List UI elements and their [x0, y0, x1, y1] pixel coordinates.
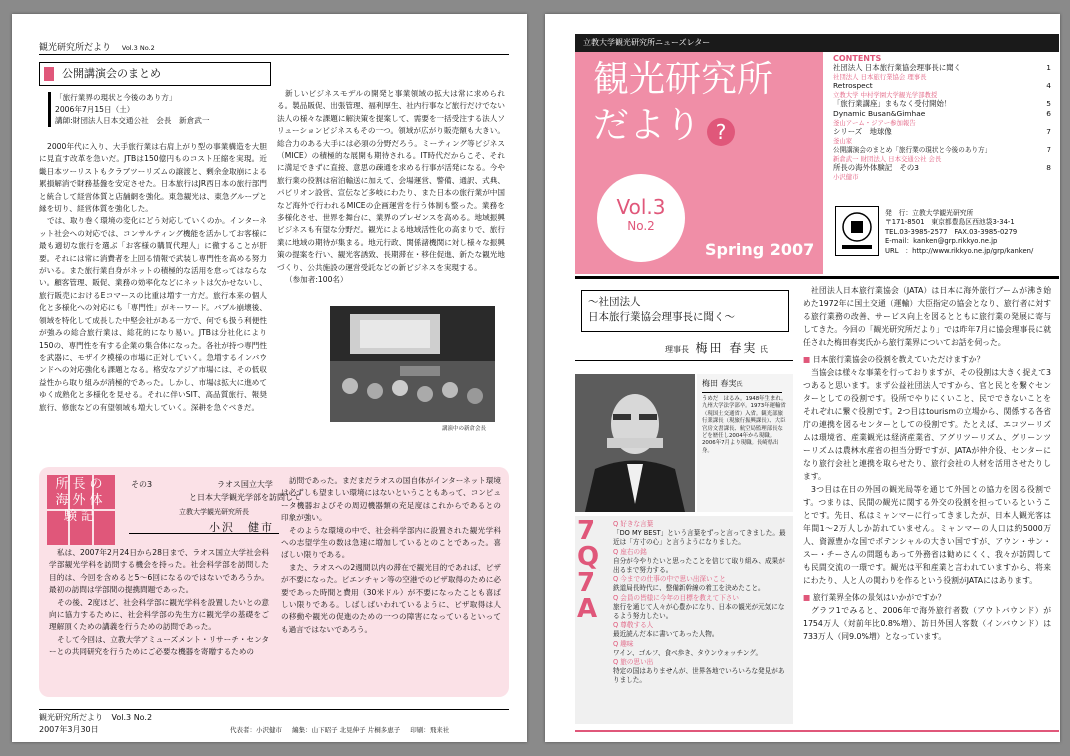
- season: Spring 2007: [705, 240, 815, 259]
- publisher-url[interactable]: URL ：http://www.rikkyo.ne.jp/grp/kanken/: [885, 246, 1034, 255]
- interview-rule: [575, 360, 793, 361]
- section-heading-lecture: [39, 62, 271, 86]
- qa-answer: 自分が今やりたいと思ったことを信じて取り組み、成果が出るまで努力する。: [613, 556, 785, 575]
- feature-column-2: [281, 475, 501, 693]
- contents-page: 5: [1046, 99, 1051, 108]
- publisher-address: 〒171-8501 東京都豊島区西池袋3-34-1: [885, 218, 1015, 227]
- qa-answer: 最近読んだ本に書いてあった人物。: [613, 630, 719, 639]
- interviewee-suffix: 氏: [759, 345, 768, 354]
- contents-title: Dynamic Busan&Gimhae: [833, 109, 926, 118]
- contents-page: 6: [1046, 109, 1051, 118]
- footer-date: 2007年3月30日: [39, 725, 99, 734]
- qa-answer: 鉄道局長時代に、整備新幹線の着工を決めたこと。: [613, 584, 765, 593]
- footer-credits: [230, 725, 449, 734]
- interview-answer: グラフ1でみると、2006年で海外旅行者数（アウトバウンド）が1754万人（対前年比0.8%増）、訪日外国人客数（インバウンド）は733万人（同9.0%増）となっています。: [803, 606, 1051, 641]
- qa-item: [613, 658, 789, 686]
- portrait-illustration: [575, 374, 695, 512]
- publisher-info: [885, 209, 1033, 256]
- contents-page: 1: [1046, 63, 1051, 72]
- qa-item: [613, 520, 789, 548]
- feature-number: その3: [131, 480, 153, 489]
- seal-svg: [836, 207, 878, 255]
- contents-page: 4: [1046, 81, 1051, 90]
- feature-university: ラオス国立大学: [217, 480, 273, 489]
- lecture-speaker: 講師:財団法人日本交通公社 会長 新倉武一: [55, 116, 210, 125]
- contents-subtitle: 釜山家: [833, 137, 853, 145]
- paragraph: では、取り巻く環境の変化にどう対応していくのか。インターネット社会への対応では、コンサルティング機能を活かしてお客様に最も適切な旅行を選ぶ「お客様の購買代理人」に徹することが肝要。それには常に消費者を上回る情報で武装し専門性を高める努力がいる。また旅行業自身がネットの積極的な活用を怠ってはならない。顧客管理、販促、業務の効率化などにネットは欠かせないし、旅行販売におけるEコマースの比重は増す一方だ。旅行本来の個人化と多様化への対応にも「専門性」がキーワード。バブル崩壊後、領域を特化して成長した中堅会社がある一方で、何でも扱う利便性が強みの総合旅行業は、総花的になり易い。JTBは分社化により150の、専門性を有する企業の集合体になった。各社が持つ専門性を武器に、モザイク模様の市場に正対していく。急増するインバウンドへの対応強化も課題となる。格安なアジア市場には、その低収益性から取り組みが消極的であった。しかし、市場は拡大に進めてゆく成熟化と多様化を見せる。それに伴いSIT、高品質旅行、報奨旅行、修旅などの有望領域も増大していく。深耕を急ぐべきだ。: [39, 216, 267, 412]
- profile-box: [697, 374, 793, 512]
- contents-title: 社団法人 日本旅行業協会理事長に聞く: [833, 63, 961, 72]
- contents-title: シリーズ 地球像: [833, 127, 892, 136]
- contents-subtitle: 社団法人 日本旅行業協会 理事長: [833, 73, 927, 81]
- masthead-question-icon: ?: [707, 118, 735, 146]
- profile-bio: うめだ はるみ。1948年生まれ。九州大学法学部卒。1973年運輸省（現国土交通省）入省。観光部旅行業課長（現旅行振興課長）、大臣官房文書課長、航空局監理部長などを歴任し2004年から現職。2006年7月より現職。長崎県出身。: [702, 396, 787, 454]
- feature-author-org: 立教大学観光研究所長: [179, 508, 249, 516]
- contents-label: CONTENTS: [833, 54, 882, 63]
- qa-label: 7Q7A: [577, 516, 600, 624]
- interviewee-name: 梅田 春実: [695, 341, 758, 355]
- qa-question: Q 会員の皆様に今年の目標を教えて下さい: [613, 593, 739, 602]
- qa-item: [613, 575, 789, 593]
- paragraph: その後、2度ほど、社会科学部に観光学科を設置したいとの意向に協力するために、社会科学部の先生方に観光学の基礎をご理解頂くための講義を行うための訪問であった。: [49, 597, 269, 632]
- paragraph: 新しいビジネスモデルの開発と事業領域の拡大は常に求められる。製品販促、出張管理、福利厚生、社内行事など旅行だけでない法人の様々な課題に解決策を提案して、需要を一括受注する法人ソリューションビジネスもその一つ。領域が広がり販売額も大きい。総合力のある大手には必須の分野だろう。ミーティング等ビジネス（MICE）の積極的な展開も期待される。IT時代だからこそ、それに満足できずに直接、意思の疎通を求める行事が活発になる。今や旅行業の役割は宿泊輸送に加えて、会場運営、警備、通訳、式典、パビリオン設営、宣伝など多岐にわたり、また日本の旅行業が中国など海外で行われるMICEの企画運営を行う体制も整った。業務を多様化させ、世界を舞台に、業界のプレゼンスを高める。地域振興ビジネスも有望な分野だ。観光による地域活性化の高まりで、旅行業に地域の期待が集まる。地元行政、関係諸機関に対し様々な振興策の提案を行い、観光客誘致、長期滞在・移住促進、新たな観光地づくり、公共施設の運営受託などの新ビジネスを実現する。: [277, 89, 505, 272]
- paragraph: 2000年代に入り、大手旅行業は右肩上がり型の事業構造を大胆に見直す改革を急いだ。JTBは150億円ものコスト圧縮を実現。近畿日本ツーリストもクラブツーリズムの譲渡と、剰余金取崩による累損解消で財務基盤を安定させた。日本旅行はJR西日本の旅行部門と統合して経営体質と店舗網を強化。東急観光は、東急グループと縁を切り、経営体質を強化した。: [39, 142, 267, 214]
- question-text: 旅行業界全体の景気はいかがですか？: [812, 593, 946, 602]
- feature-title: と日本大学観光学部を訪問して: [189, 493, 301, 502]
- contents-item[interactable]: [833, 127, 1051, 145]
- contents-title: 所長の海外体験記 その3: [833, 163, 920, 172]
- university-seal-icon: [835, 206, 879, 256]
- feature-side-title: [47, 475, 115, 545]
- paragraph: また、ラオスへの2週間以内の滞在で観光目的であれば、ビザが不要になった。ビエンチャン等の空港でのビザ取得のために必要であった時間と費用（30米ドル）が不要になったことも喜ばしい限りである。しばしばいわれているように、ビザ取得は人の移動や観光の促進のための一つの障害になっているといっても過言ではないであろう。: [281, 562, 501, 634]
- contents-panel: [833, 54, 1051, 204]
- qa-question: Q 好きな言葉: [613, 520, 654, 528]
- feature-author-name: 小沢 健市: [209, 521, 274, 534]
- photo-caption: 講演中の新倉会長: [442, 426, 487, 432]
- qa-item: [613, 621, 789, 639]
- qa-answer: ワイン、ゴルフ、食べ歩き、タウンウォッチング。: [613, 648, 763, 657]
- interview-question: ■ 日本旅行業協会の役割を教えていただけますか？: [803, 355, 985, 364]
- qa-answer: 旅行を通じて人々が心豊かになり、日本の観光が元気になるよう努力したい。: [613, 602, 785, 621]
- interview-body: [803, 284, 1051, 720]
- contents-subtitle: 小沢健市: [833, 173, 859, 181]
- contents-subtitle: 新倉武一 財団法人 日本交通公社 会長: [833, 155, 942, 163]
- lecture-title: 「旅行業界の現状と今後のあり方」: [55, 93, 177, 102]
- header-rule: [39, 54, 509, 55]
- lecture-photo-illustration: [330, 306, 495, 422]
- qa-question: Q 今までの仕事の中で思い出深いこと: [613, 575, 726, 584]
- interview-answer: 当協会は様々な事業を行っておりますが、その役割は大きく捉えて3つあると思います。まず公益社団法人ですから、官と民とを繋ぐセンターとしての役割です。役所でやりにくいこと、民でできないことをそれぞれに繋ぐ役割です。2つ目はtourismの立場から、関係する各省庁の連携を図るセンターとしての役割です。たとえば、エコツーリズムは環境省、産業観光は経済産業省、アグリツーリズム、グリーンツーリズムは農林水産省の担当分野ですが、JATAが仲介役、センターになり旅行会社と連携を取らせたり、旅行会社の人材を活用させたりします。: [803, 368, 1051, 481]
- contents-page: 7: [1046, 127, 1051, 136]
- qa-item: [613, 640, 789, 658]
- qa-box: [575, 516, 793, 724]
- interview-intro: 社団法人日本旅行業協会（JATA）は日本に海外旅行ブームが沸き始めた1972年に国土交通（運輸）大臣指定の協会となり、旅行者に対する旅行業務の改善、サービス向上を図るとともに旅行業の発展に寄与してきた。今回の「観光研究所だより」では昨年7月に協会理事長に就任された梅田春実氏から旅行業界についてお話を伺った。: [803, 286, 1051, 347]
- interview-heading: [581, 290, 789, 332]
- question-text: 日本旅行業協会の役割を教えていただけますか？: [812, 355, 985, 364]
- masthead-title-line1: 観光研究所: [593, 59, 774, 100]
- interview-answer: 3つ目は在日の外国の観光局等を通じて外国との協力を図る役割です。つまりは、民間の観光に関する外交の役割を担っているということです。先日、私はミャンマーに行ってきましたが、日本人観光客は年間1～2万人しか訪れていません。ミャンマーの人口は約5000万人、資源豊かな国でポテンシャルの大きい国ですが、アウン・サン・スー・チーさんの問題もあって外務省は勧めにくく、我々が訪問しても民間交流の一環です。観光は平和産業と言われていますから、将来にわたり、人と人の関わりを作るという役割がJATAにはあります。: [803, 485, 1051, 585]
- portrait-photo: [575, 374, 695, 512]
- bottom-rule: [575, 730, 1059, 732]
- footer-rule: [39, 709, 509, 710]
- contents-subtitle: 立教大学 中村学園大学観光学部教授: [833, 91, 938, 99]
- lecture-date: 2006年7月15日（土）: [55, 104, 135, 114]
- footer-left: [39, 712, 152, 723]
- masthead-rule: [575, 276, 1059, 279]
- contents-title: Retrospect: [833, 81, 873, 90]
- contents-item[interactable]: [833, 99, 1051, 109]
- qa-question: Q 座右の銘: [613, 547, 647, 556]
- feature-title-rule: [129, 533, 279, 534]
- feature-side-title-text: 所長の海外体験記: [55, 477, 107, 524]
- contents-list: [833, 63, 1051, 181]
- footer-title: 観光研究所だより: [39, 713, 103, 722]
- interviewee-role: 理事長: [665, 345, 689, 354]
- profile-rule: [702, 392, 782, 393]
- publisher-email[interactable]: E-mail：kanken@grp.rikkyo.ne.jp: [885, 237, 998, 246]
- qa-answer: 特定の国はありませんが、世界各地でいろいろな発見がありました。: [613, 667, 785, 685]
- publisher-name: 発 行：立教大学観光研究所: [885, 209, 974, 217]
- interviewee: [665, 339, 768, 356]
- profile-suffix: 氏: [736, 381, 743, 388]
- contents-item[interactable]: [833, 163, 1051, 181]
- footer-printer: 印刷：飛来社: [410, 726, 450, 734]
- newsletter-banner: [575, 34, 1059, 52]
- running-header-vol: Vol.3 No.2: [121, 44, 155, 52]
- running-header: [39, 40, 155, 53]
- paragraph: 訪問であった。まだまだラオスの国自体がインターネット環境は必ずしも望ましい環境にはないということもあって、コンピュータ機器およびその周辺機器類の充足度はこれからであるとの印象が強い。: [281, 476, 501, 523]
- left-page: [12, 14, 527, 742]
- heading-marker: [44, 67, 54, 81]
- qa-question: Q 旅の思い出: [613, 658, 654, 667]
- contents-subtitle: 釜山アーム・ジアー参加報告: [833, 119, 916, 127]
- feature-column-1: [49, 547, 269, 693]
- qa-item: [613, 548, 789, 576]
- qa-item: [613, 594, 789, 622]
- footer-editors: 編集：山下昭子 北見伸子 片桐多恵子: [292, 726, 401, 734]
- contents-page: 8: [1046, 163, 1051, 172]
- qa-question: Q 趣味: [613, 639, 634, 648]
- right-page: [545, 14, 1060, 742]
- paragraph: そして今回は、立教大学アミューズメント・リサーチ・センターとの共同研究を行うためにご必要な機器を寄贈するための: [49, 634, 269, 657]
- qa-list: [613, 520, 789, 686]
- attendance: （参加者:100名）: [285, 275, 348, 285]
- contents-item[interactable]: [833, 145, 1051, 163]
- banner-text: 立教大学観光研究所ニューズレター: [583, 38, 711, 47]
- lecture-column-1: [39, 141, 267, 451]
- feature-box: [39, 467, 509, 697]
- contents-page: 7: [1046, 146, 1051, 154]
- masthead: [575, 52, 823, 274]
- interview-heading-line2: 日本旅行業協会理事長に聞く～: [588, 311, 735, 323]
- lecture-column-2: [277, 88, 505, 310]
- contents-title: 「旅行業講座」まもなく受付開始！: [833, 99, 952, 108]
- issue-number: No.2: [627, 219, 655, 233]
- paragraph: そのような環境の中で、社会科学部内に設置された観光学科への志望学生の数は急速に増加しているとのことであった。喜ばしい限りである。: [281, 525, 501, 560]
- lecture-photo: [330, 306, 495, 422]
- contents-item[interactable]: [833, 81, 1051, 99]
- contents-item[interactable]: [833, 63, 1051, 81]
- vol-circle: [597, 174, 685, 262]
- section-title: 公開講演会のまとめ: [62, 67, 161, 80]
- contents-title: 公開講演会のまとめ「旅行業の現状と今後のあり方」: [833, 146, 992, 154]
- lecture-info: [48, 92, 275, 127]
- vol-number: Vol.3: [616, 195, 666, 219]
- running-header-title: 観光研究所だより: [39, 43, 112, 53]
- contents-item[interactable]: [833, 109, 1051, 127]
- interview-heading-line1: ～社団法人: [588, 296, 641, 308]
- qa-question: Q 尊敬する人: [613, 621, 654, 630]
- footer-representative: 代表者：小沢健市: [230, 726, 282, 734]
- footer-vol: Vol.3 No.2: [111, 713, 153, 722]
- paragraph: 私は、2007年2月24日から28日まで、ラオス国立大学社会科学部観光学科を訪問する機会を持った。社会科学部を訪問した目的は、今回を含めると5～6回になるのではないであろうか。最初の訪問は学部間の提携問題であった。: [49, 548, 269, 595]
- masthead-title-line2: だより: [593, 105, 702, 146]
- publisher-phone: TEL.03-3985-2577 FAX.03-3985-0279: [885, 227, 1018, 236]
- interview-question: ■ 旅行業界全体の景気はいかがですか？: [803, 593, 946, 602]
- qa-answer: 「DO MY BEST」という言葉をずっと言ってきました。最近は「方寸の心」と言うようになりました。: [613, 529, 786, 547]
- profile-name: 梅田 春実: [702, 379, 737, 388]
